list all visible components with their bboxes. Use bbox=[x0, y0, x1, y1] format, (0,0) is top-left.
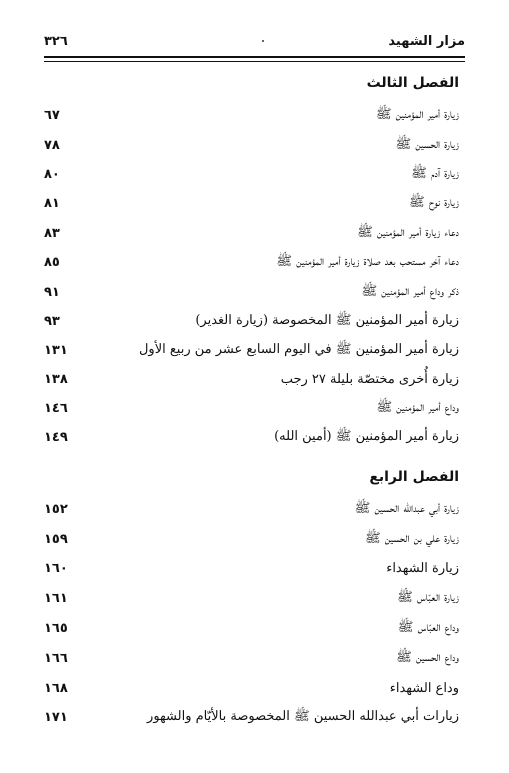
toc-entry bbox=[44, 706, 459, 728]
toc-entry bbox=[44, 339, 459, 361]
toc-entry bbox=[44, 647, 459, 669]
toc-entry-title: زيارة الشهداء bbox=[386, 560, 459, 576]
header-rule-thick bbox=[44, 56, 465, 58]
page-header bbox=[44, 30, 465, 52]
toc-entry bbox=[44, 104, 459, 126]
toc-entry-title: زيارة آدم ﷺ bbox=[411, 165, 459, 181]
toc-entry-title: وداع الشهداء bbox=[389, 680, 459, 696]
toc-entry-title: زيارة أمير المؤمنين ﷺ (أمين الله) bbox=[274, 428, 459, 444]
toc-entry-page: ١٦٦ bbox=[44, 650, 68, 666]
toc-entry-title: زيارة الحسين ﷺ bbox=[395, 136, 459, 152]
toc-entry-page: ٩٣ bbox=[44, 313, 60, 329]
toc-entry-page: ٨٥ bbox=[44, 254, 60, 270]
toc-entry-title: دعاء آخر مستحب بعد صلاة زيارة أمير المؤمنين ﷺ bbox=[276, 253, 459, 269]
toc-entry-page: ٨٣ bbox=[44, 225, 60, 241]
toc-entry bbox=[44, 617, 459, 639]
toc-entry-page: ١٦٥ bbox=[44, 620, 68, 636]
toc-entry-title: وداع الحسين ﷺ bbox=[396, 649, 459, 665]
toc-entry-page: ١٧١ bbox=[44, 709, 68, 725]
toc-entry bbox=[44, 222, 459, 244]
toc-entry bbox=[44, 528, 459, 550]
header-rule-thin bbox=[44, 61, 465, 62]
toc-entry bbox=[44, 587, 459, 609]
running-title: مزار الشهيد bbox=[388, 33, 465, 49]
toc-entry-title: زيارة أُخرى مختصّة بليلة ٢٧ رجب bbox=[280, 371, 459, 387]
toc-entry-title: زيارة أمير المؤمنين ﷺ في اليوم السابع عشر من ربيع الأول bbox=[138, 341, 459, 357]
header-dot bbox=[262, 40, 264, 42]
toc-entry bbox=[44, 498, 459, 520]
toc-entry bbox=[44, 426, 459, 448]
toc-entry-page: ١٤٩ bbox=[44, 429, 68, 445]
toc-entry-page: ١٥٢ bbox=[44, 501, 68, 517]
toc-entry bbox=[44, 163, 459, 185]
page-number: ٣٢٦ bbox=[44, 33, 68, 49]
toc-entry-title: زيارة العبّاس ﷺ bbox=[397, 589, 459, 605]
toc-entry-page: ١٣١ bbox=[44, 342, 68, 358]
toc-entry-page: ٨٠ bbox=[44, 166, 60, 182]
toc-entry-page: ١٥٩ bbox=[44, 531, 68, 547]
toc-entry bbox=[44, 251, 459, 273]
toc-entry-title: زيارة نوح ﷺ bbox=[408, 194, 459, 210]
toc-entry bbox=[44, 192, 459, 214]
toc-entry-page: ١٣٨ bbox=[44, 371, 68, 387]
toc-entry-page: ٩١ bbox=[44, 284, 60, 300]
toc-entry bbox=[44, 134, 459, 156]
toc-entry bbox=[44, 281, 459, 303]
toc-entry-page: ١٤٦ bbox=[44, 400, 68, 416]
section-title-3: الفصل الثالث bbox=[366, 75, 459, 91]
toc-entry-page: ٧٨ bbox=[44, 137, 60, 153]
toc-entry-page: ٨١ bbox=[44, 195, 60, 211]
toc-entry bbox=[44, 677, 459, 699]
toc-entry-page: ١٦٨ bbox=[44, 680, 68, 696]
toc-entry-title: زيارة أمير المؤمنين ﷺ المخصوصة (زيارة الغدير) bbox=[195, 312, 459, 328]
toc-entry-page: ١٦١ bbox=[44, 590, 68, 606]
toc-entry-title: زيارة أمير المؤمنين ﷺ bbox=[375, 106, 459, 122]
toc-entry bbox=[44, 397, 459, 419]
toc-entry-title: زيارات أبي عبدالله الحسين ﷺ المخصوصة بالأيّام والشهور bbox=[147, 708, 459, 724]
toc-entry-title: وداع أمير المؤمنين ﷺ bbox=[376, 399, 459, 415]
toc-entry bbox=[44, 557, 459, 579]
toc-entry-title: زيارة أبي عبدالله الحسين ﷺ bbox=[354, 500, 459, 516]
toc-entry-title: وداع العبّاس ﷺ bbox=[397, 619, 459, 635]
toc-entry-title: ذكر وداع أمير المؤمنين ﷺ bbox=[361, 283, 459, 299]
toc-entry-page: ٦٧ bbox=[44, 107, 60, 123]
toc-entry-page: ١٦٠ bbox=[44, 560, 68, 576]
toc-entry-title: زيارة علي بن الحسين ﷺ bbox=[364, 530, 459, 546]
section-title-4: الفصل الرابع bbox=[369, 469, 459, 485]
toc-entry bbox=[44, 310, 459, 332]
toc-entry bbox=[44, 368, 459, 390]
toc-entry-title: دعاء زيارة أمير المؤمنين ﷺ bbox=[357, 224, 459, 240]
